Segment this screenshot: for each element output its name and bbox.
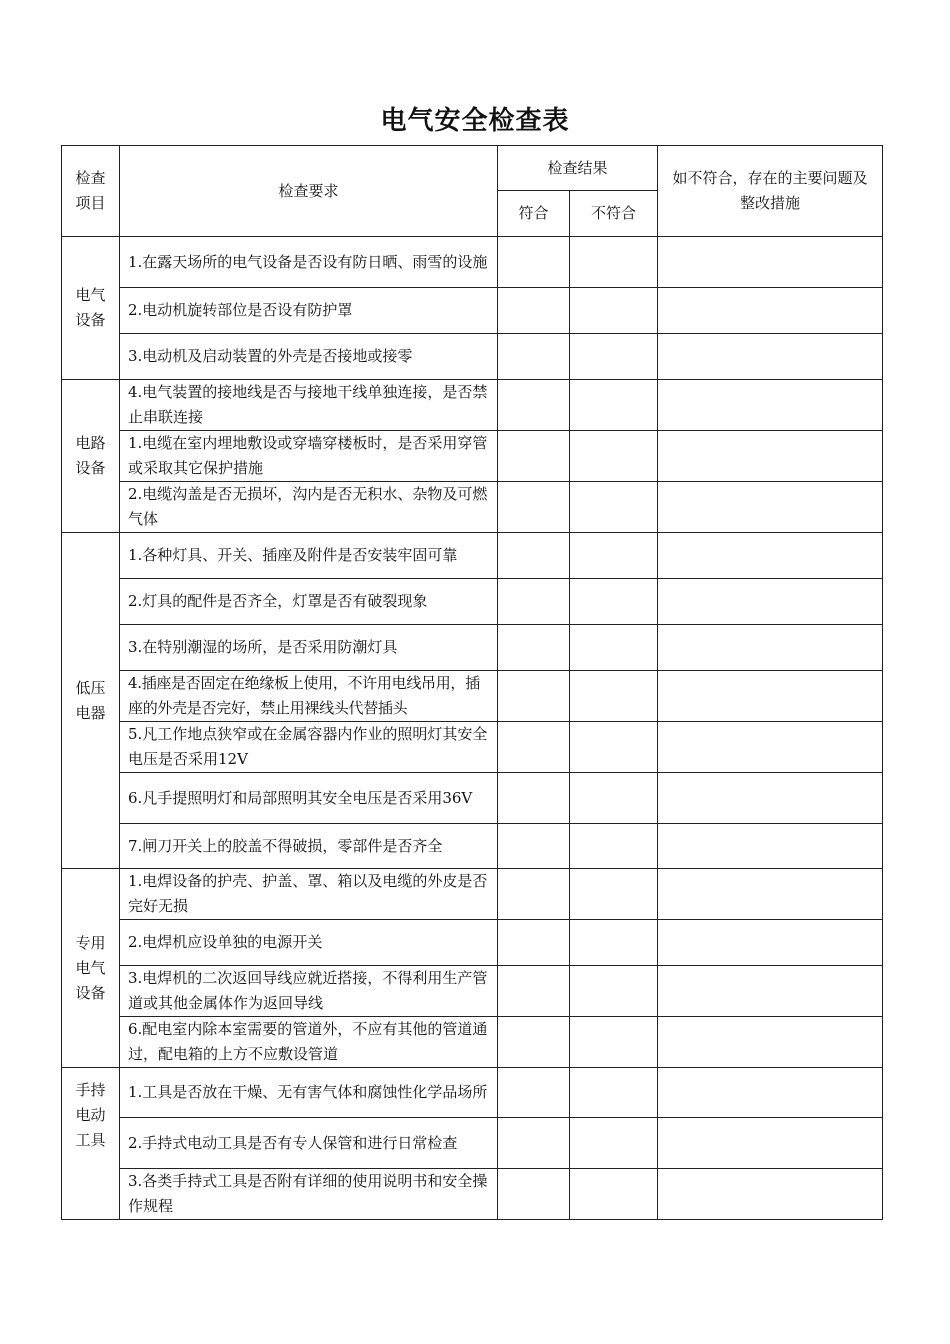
- requirement-text: 4.插座是否固定在绝缘板上使用，不许用电线吊用，插座的外壳是否完好，禁止用裸线头代替插头: [120, 671, 498, 722]
- issues-cell[interactable]: [658, 1068, 883, 1118]
- table-row: [62, 380, 883, 431]
- fail-cell[interactable]: [570, 533, 658, 579]
- fail-cell[interactable]: [570, 869, 658, 920]
- header-issues: 如不符合，存在的主要问题及整改措施: [658, 146, 883, 237]
- requirement-text: 2.电焊机应设单独的电源开关: [120, 920, 498, 966]
- requirement-text: 2.电动机旋转部位是否设有防护罩: [120, 288, 498, 334]
- pass-cell[interactable]: [498, 334, 570, 380]
- table-row: [62, 722, 883, 773]
- fail-cell[interactable]: [570, 288, 658, 334]
- pass-cell[interactable]: [498, 288, 570, 334]
- issues-cell[interactable]: [658, 237, 883, 288]
- table-row: [62, 431, 883, 482]
- table-row: [62, 1068, 883, 1118]
- requirement-text: 1.电缆在室内埋地敷设或穿墙穿楼板时，是否采用穿管或采取其它保护措施: [120, 431, 498, 482]
- pass-cell[interactable]: [498, 671, 570, 722]
- pass-cell[interactable]: [498, 579, 570, 625]
- issues-cell[interactable]: [658, 869, 883, 920]
- requirement-text: 4.电气装置的接地线是否与接地干线单独连接，是否禁止串联连接: [120, 380, 498, 431]
- requirement-text: 7.闸刀开关上的胶盖不得破损，零部件是否齐全: [120, 824, 498, 869]
- table-row: [62, 773, 883, 824]
- issues-cell[interactable]: [658, 288, 883, 334]
- pass-cell[interactable]: [498, 773, 570, 824]
- fail-cell[interactable]: [570, 824, 658, 869]
- fail-cell[interactable]: [570, 1017, 658, 1068]
- requirement-text: 1.各种灯具、开关、插座及附件是否安装牢固可靠: [120, 533, 498, 579]
- header-pass: 符合: [498, 191, 570, 237]
- pass-cell[interactable]: [498, 1169, 570, 1220]
- header-requirement: 检查要求: [120, 146, 498, 237]
- issues-cell[interactable]: [658, 824, 883, 869]
- issues-cell[interactable]: [658, 625, 883, 671]
- requirement-text: 2.灯具的配件是否齐全，灯罩是否有破裂现象: [120, 579, 498, 625]
- table-row: [62, 1169, 883, 1220]
- requirement-text: 1.在露天场所的电气设备是否设有防日晒、雨雪的设施: [120, 237, 498, 288]
- table-row: [62, 288, 883, 334]
- table-row: [62, 237, 883, 288]
- table-row: [62, 533, 883, 579]
- header-fail: 不符合: [570, 191, 658, 237]
- pass-cell[interactable]: [498, 1068, 570, 1118]
- fail-cell[interactable]: [570, 579, 658, 625]
- issues-cell[interactable]: [658, 671, 883, 722]
- requirement-text: 3.各类手持式工具是否附有详细的使用说明书和安全操作规程: [120, 1169, 498, 1220]
- pass-cell[interactable]: [498, 1118, 570, 1169]
- pass-cell[interactable]: [498, 824, 570, 869]
- fail-cell[interactable]: [570, 671, 658, 722]
- requirement-text: 2.手持式电动工具是否有专人保管和进行日常检查: [120, 1118, 498, 1169]
- category-label: 手持电动工具: [62, 1068, 120, 1220]
- issues-cell[interactable]: [658, 1118, 883, 1169]
- table-row: [62, 1118, 883, 1169]
- pass-cell[interactable]: [498, 920, 570, 966]
- pass-cell[interactable]: [498, 1017, 570, 1068]
- issues-cell[interactable]: [658, 334, 883, 380]
- fail-cell[interactable]: [570, 1068, 658, 1118]
- requirement-text: 6.配电室内除本室需要的管道外，不应有其他的管道通过，配电箱的上方不应敷设管道: [120, 1017, 498, 1068]
- fail-cell[interactable]: [570, 966, 658, 1017]
- issues-cell[interactable]: [658, 380, 883, 431]
- issues-cell[interactable]: [658, 722, 883, 773]
- table-row: [62, 920, 883, 966]
- fail-cell[interactable]: [570, 482, 658, 533]
- table-row: [62, 482, 883, 533]
- pass-cell[interactable]: [498, 533, 570, 579]
- requirement-text: 1.工具是否放在干燥、无有害气体和腐蚀性化学品场所: [120, 1068, 498, 1118]
- pass-cell[interactable]: [498, 482, 570, 533]
- requirement-text: 3.电焊机的二次返回导线应就近搭接，不得利用生产管道或其他金属体作为返回导线: [120, 966, 498, 1017]
- fail-cell[interactable]: [570, 334, 658, 380]
- fail-cell[interactable]: [570, 431, 658, 482]
- issues-cell[interactable]: [658, 482, 883, 533]
- requirement-text: 1.电焊设备的护壳、护盖、罩、箱以及电缆的外皮是否完好无损: [120, 869, 498, 920]
- category-label: 电路设备: [62, 380, 120, 533]
- requirement-text: 5.凡工作地点狭窄或在金属容器内作业的照明灯其安全电压是否采用12V: [120, 722, 498, 773]
- fail-cell[interactable]: [570, 380, 658, 431]
- page-title: 电气安全检查表: [380, 106, 570, 136]
- fail-cell[interactable]: [570, 722, 658, 773]
- header-item: 检查项目: [62, 146, 120, 237]
- fail-cell[interactable]: [570, 920, 658, 966]
- pass-cell[interactable]: [498, 237, 570, 288]
- table-row: [62, 1017, 883, 1068]
- inspection-table: [61, 145, 883, 1220]
- table-row: [62, 869, 883, 920]
- header-result: 检查结果: [498, 146, 658, 191]
- issues-cell[interactable]: [658, 1169, 883, 1220]
- issues-cell[interactable]: [658, 533, 883, 579]
- requirement-text: 3.电动机及启动装置的外壳是否接地或接零: [120, 334, 498, 380]
- fail-cell[interactable]: [570, 625, 658, 671]
- pass-cell[interactable]: [498, 431, 570, 482]
- issues-cell[interactable]: [658, 579, 883, 625]
- issues-cell[interactable]: [658, 920, 883, 966]
- pass-cell[interactable]: [498, 966, 570, 1017]
- requirement-text: 2.电缆沟盖是否无损坏，沟内是否无积水、杂物及可燃气体: [120, 482, 498, 533]
- pass-cell[interactable]: [498, 625, 570, 671]
- category-label: 专用电气设备: [62, 869, 120, 1068]
- table-row: [62, 824, 883, 869]
- issues-cell[interactable]: [658, 431, 883, 482]
- fail-cell[interactable]: [570, 1118, 658, 1169]
- pass-cell[interactable]: [498, 869, 570, 920]
- pass-cell[interactable]: [498, 722, 570, 773]
- table-row: [62, 671, 883, 722]
- pass-cell[interactable]: [498, 380, 570, 431]
- requirement-text: 6.凡手提照明灯和局部照明其安全电压是否采用36V: [120, 773, 498, 824]
- table-row: [62, 579, 883, 625]
- requirement-text: 3.在特别潮湿的场所，是否采用防潮灯具: [120, 625, 498, 671]
- category-label: 电气设备: [62, 237, 120, 380]
- issues-cell[interactable]: [658, 773, 883, 824]
- fail-cell[interactable]: [570, 237, 658, 288]
- fail-cell[interactable]: [570, 1169, 658, 1220]
- issues-cell[interactable]: [658, 1017, 883, 1068]
- fail-cell[interactable]: [570, 773, 658, 824]
- category-label: 低压电器: [62, 533, 120, 869]
- table-row: [62, 334, 883, 380]
- issues-cell[interactable]: [658, 966, 883, 1017]
- table-row: [62, 625, 883, 671]
- table-row: [62, 966, 883, 1017]
